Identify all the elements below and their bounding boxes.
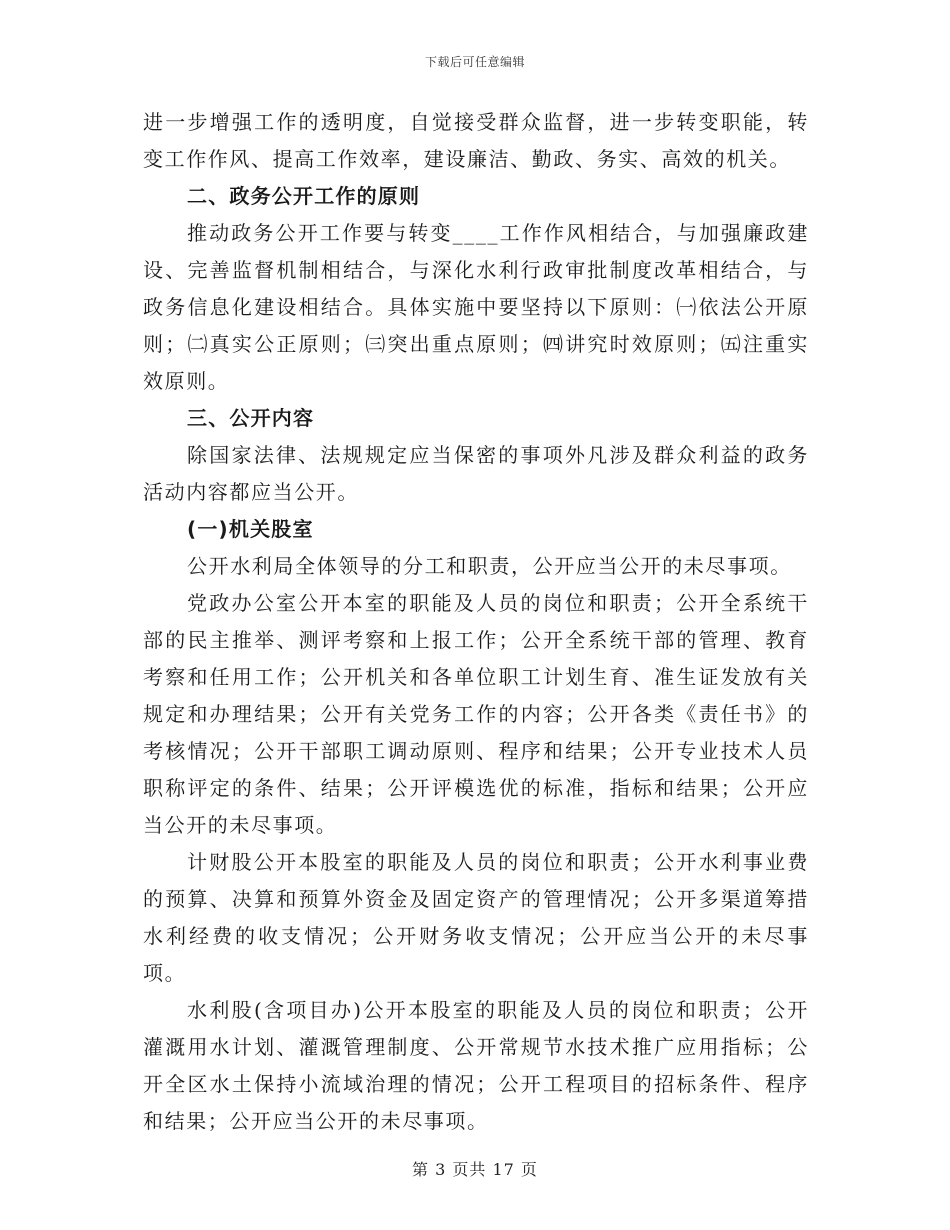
document-body [143,104,809,1140]
page-header: 下载后可任意编辑 [424,55,525,69]
paragraph-leadership: 公开水利局全体领导的分工和职责，公开应当公开的未尽事项。 [187,554,792,578]
paragraph-content-scope: 除国家法律、法规规定应当保密的事项外凡涉及群众利益的政务活动内容都应当公开。 [143,443,809,504]
page-footer: 第 3 页共 17 页 [412,1160,538,1179]
paragraph-intro-continued: 进一步增强工作的透明度，自觉接受群众监督，进一步转变职能，转变工作作风、提高工作效率，建设廉洁、勤政、务实、高效的机关。 [143,110,809,171]
paragraph-party-office: 党政办公室公开本室的职能及人员的岗位和职责；公开全系统干部的民主推举、测评考察和上报工作；公开全系统干部的管理、教育考察和任用工作；公开机关和各单位职工计划生育、准生证发放有关规定和办理结果；公开有关党务工作的内容；公开各类《责任书》的考核情况；公开干部职工调动原则、程序和结果；公开专业技术人员职称评定的条件、结果；公开评模选优的标准，指标和结果；公开应当公开的未尽事项。 [143,591,809,837]
section-heading-principles: 二、政务公开工作的原则 [187,184,421,208]
paragraph-finance-section: 计财股公开本股室的职能及人员的岗位和职责；公开水利事业费的预算、决算和预算外资金及固定资产的管理情况；公开多渠道筹措水利经费的收支情况；公开财务收支情况；公开应当公开的未尽事项。 [143,850,809,985]
paragraph-water-section: 水利股(含项目办)公开本股室的职能及人员的岗位和职责；公开灌溉用水计划、灌溉管理制度、公开常规节水技术推广应用指标；公开全区水土保持小流域治理的情况；公开工程项目的招标条件、程序和结果；公开应当公开的未尽事项。 [143,998,809,1133]
subsection-heading-offices: (一)机关股室 [187,517,314,541]
section-heading-content: 三、公开内容 [187,406,315,430]
paragraph-principles: 推动政务公开工作要与转变____工作作风相结合，与加强廉政建设、完善监督机制相结合，与深化水利行政审批制度改革相结合，与政务信息化建设相结合。具体实施中要坚持以下原则：㈠依法公开原则；㈡真实公正原则；㈢突出重点原则；㈣讲究时效原则；㈤注重实效原则。 [143,221,809,393]
